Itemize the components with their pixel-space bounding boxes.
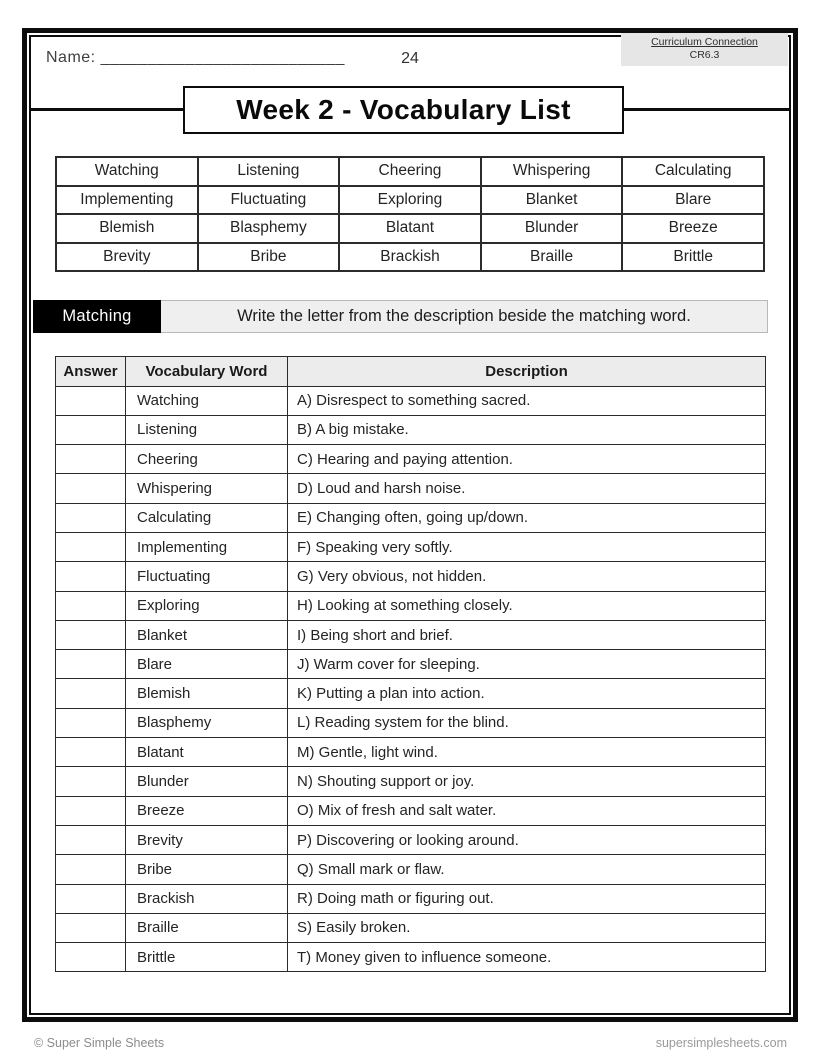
table-row: [56, 445, 766, 474]
description: O) Mix of fresh and salt water.: [288, 796, 766, 825]
word-bank-cell: Calculating: [622, 157, 764, 186]
description: M) Gentle, light wind.: [288, 738, 766, 767]
vocabulary-word: Exploring: [126, 591, 288, 620]
word-bank-cell: Blemish: [56, 214, 198, 243]
column-header-answer: Answer: [56, 357, 126, 387]
description: L) Reading system for the blind.: [288, 708, 766, 737]
description: A) Disrespect to something sacred.: [288, 386, 766, 415]
vocabulary-word: Cheering: [126, 445, 288, 474]
answer-cell[interactable]: [56, 679, 126, 708]
answer-cell[interactable]: [56, 562, 126, 591]
description: G) Very obvious, not hidden.: [288, 562, 766, 591]
description: H) Looking at something closely.: [288, 591, 766, 620]
word-bank-row: [56, 243, 764, 272]
word-bank-cell: Cheering: [339, 157, 481, 186]
description: D) Loud and harsh noise.: [288, 474, 766, 503]
word-bank-cell: Exploring: [339, 186, 481, 215]
answer-cell[interactable]: [56, 913, 126, 942]
name-label: Name:: [46, 49, 96, 66]
word-bank-cell: Blare: [622, 186, 764, 215]
word-bank-cell: Bribe: [198, 243, 340, 272]
word-bank-cell: Brevity: [56, 243, 198, 272]
vocabulary-word: Braille: [126, 913, 288, 942]
vocabulary-word: Implementing: [126, 532, 288, 561]
word-bank-cell: Blasphemy: [198, 214, 340, 243]
word-bank-cell: Brittle: [622, 243, 764, 272]
vocabulary-word: Whispering: [126, 474, 288, 503]
description: F) Speaking very softly.: [288, 532, 766, 561]
description: K) Putting a plan into action.: [288, 679, 766, 708]
table-row: [56, 415, 766, 444]
word-bank-cell: Braille: [481, 243, 623, 272]
description: B) A big mistake.: [288, 415, 766, 444]
answer-cell[interactable]: [56, 386, 126, 415]
table-row: [56, 825, 766, 854]
answer-cell[interactable]: [56, 445, 126, 474]
footer-copyright: © Super Simple Sheets: [34, 1036, 165, 1050]
word-bank-row: [56, 157, 764, 186]
description: Q) Small mark or flaw.: [288, 855, 766, 884]
word-bank-cell: Listening: [198, 157, 340, 186]
description: R) Doing math or figuring out.: [288, 884, 766, 913]
column-header-vocabulary-word: Vocabulary Word: [126, 357, 288, 387]
table-row: [56, 650, 766, 679]
vocabulary-word: Brevity: [126, 825, 288, 854]
vocabulary-word: Blatant: [126, 738, 288, 767]
word-bank-cell: Blatant: [339, 214, 481, 243]
answer-cell[interactable]: [56, 825, 126, 854]
vocabulary-word: Calculating: [126, 503, 288, 532]
table-row: [56, 708, 766, 737]
answer-cell[interactable]: [56, 415, 126, 444]
word-bank-cell: Fluctuating: [198, 186, 340, 215]
description: S) Easily broken.: [288, 913, 766, 942]
word-bank-cell: Brackish: [339, 243, 481, 272]
table-row: [56, 884, 766, 913]
answer-cell[interactable]: [56, 591, 126, 620]
table-row: [56, 474, 766, 503]
answer-cell[interactable]: [56, 767, 126, 796]
vocabulary-word: Breeze: [126, 796, 288, 825]
matching-section-bar: [33, 300, 768, 333]
table-row: [56, 738, 766, 767]
description: C) Hearing and paying attention.: [288, 445, 766, 474]
word-bank-table: [55, 156, 765, 272]
matching-table: [55, 356, 766, 972]
answer-cell[interactable]: [56, 738, 126, 767]
vocabulary-word: Blunder: [126, 767, 288, 796]
description: E) Changing often, going up/down.: [288, 503, 766, 532]
curriculum-connection-title: Curriculum Connection: [651, 36, 758, 48]
answer-cell[interactable]: [56, 474, 126, 503]
table-row: [56, 943, 766, 972]
table-row: [56, 913, 766, 942]
table-row: [56, 386, 766, 415]
name-blank-line[interactable]: __________________________: [100, 49, 345, 66]
table-row: [56, 767, 766, 796]
word-bank-row: [56, 214, 764, 243]
description: N) Shouting support or joy.: [288, 767, 766, 796]
answer-cell[interactable]: [56, 708, 126, 737]
table-row: [56, 503, 766, 532]
description: J) Warm cover for sleeping.: [288, 650, 766, 679]
vocabulary-word: Blasphemy: [126, 708, 288, 737]
word-bank-cell: Watching: [56, 157, 198, 186]
table-row: [56, 679, 766, 708]
vocabulary-word: Blemish: [126, 679, 288, 708]
vocabulary-word: Blanket: [126, 620, 288, 649]
vocabulary-word: Brackish: [126, 884, 288, 913]
footer-website: supersimplesheets.com: [655, 1036, 787, 1050]
vocabulary-word: Blare: [126, 650, 288, 679]
word-bank-cell: Whispering: [481, 157, 623, 186]
vocabulary-word: Listening: [126, 415, 288, 444]
answer-cell[interactable]: [56, 650, 126, 679]
vocabulary-word: Bribe: [126, 855, 288, 884]
page-number: 24: [401, 50, 419, 67]
answer-cell[interactable]: [56, 532, 126, 561]
description: P) Discovering or looking around.: [288, 825, 766, 854]
answer-cell[interactable]: [56, 796, 126, 825]
vocabulary-word: Watching: [126, 386, 288, 415]
answer-cell[interactable]: [56, 503, 126, 532]
answer-cell[interactable]: [56, 620, 126, 649]
answer-cell[interactable]: [56, 855, 126, 884]
word-bank-cell: Blunder: [481, 214, 623, 243]
answer-cell[interactable]: [56, 943, 126, 972]
table-row: [56, 855, 766, 884]
table-row: [56, 796, 766, 825]
table-row: [56, 562, 766, 591]
matching-section-label: Matching: [33, 300, 161, 333]
word-bank-row: [56, 186, 764, 215]
description: T) Money given to influence someone.: [288, 943, 766, 972]
vocabulary-word: Brittle: [126, 943, 288, 972]
matching-table-header-row: [56, 357, 766, 387]
column-header-description: Description: [288, 357, 766, 387]
curriculum-connection-code: CR6.3: [689, 49, 720, 61]
curriculum-connection-box: [621, 33, 788, 66]
worksheet-title: Week 2 - Vocabulary List: [183, 86, 624, 134]
word-bank-cell: Blanket: [481, 186, 623, 215]
word-bank-cell: Implementing: [56, 186, 198, 215]
description: I) Being short and brief.: [288, 620, 766, 649]
vocabulary-word: Fluctuating: [126, 562, 288, 591]
table-row: [56, 591, 766, 620]
word-bank-cell: Breeze: [622, 214, 764, 243]
table-row: [56, 620, 766, 649]
answer-cell[interactable]: [56, 884, 126, 913]
matching-instruction: Write the letter from the description beside the matching word.: [161, 300, 768, 333]
table-row: [56, 532, 766, 561]
